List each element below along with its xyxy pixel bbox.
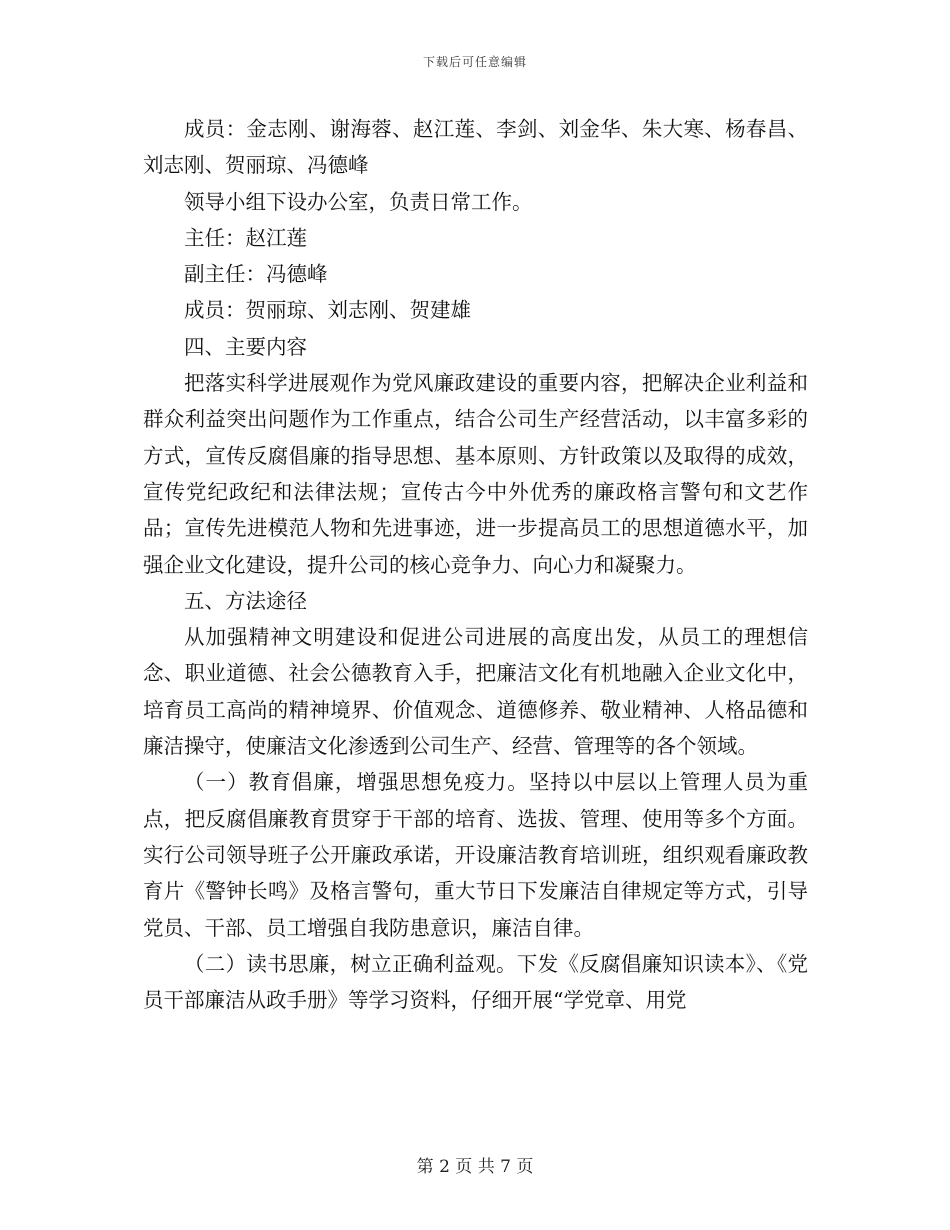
paragraph-main-content: 把落实科学进展观作为党风廉政建设的重要内容，把解决企业利益和群众利益突出问题作为工作重点，结合公司生产经营活动，以丰富多彩的方式，宣传反腐倡廉的指导思想、基本原则、方针政策以及取得的成效，宣传党纪政纪和法律法规；宣传古今中外优秀的廉政格言警句和文艺作品；宣传先进模范人物和先进事迹，进一步提高员工的思想道德水平，加强企业文化建设，提升公司的核心竞争力、向心力和凝聚力。	[143, 371, 808, 577]
document-body	[143, 111, 808, 1018]
page-header-note: 下载后可任意编辑	[422, 55, 527, 69]
section-heading-methods: 五、方法途径	[184, 588, 307, 613]
paragraph-director: 主任：赵江莲	[184, 225, 307, 250]
page-number-footer: 第 2 页 共 7 页	[416, 1157, 534, 1177]
paragraph-methods: 从加强精神文明建设和促进公司进展的高度出发，从员工的理想信念、职业道德、社会公德教育入手，把廉洁文化有机地融入企业文化中，培育员工高尚的精神境界、价值观念、道德修养、敬业精神、人格品德和廉洁操守，使廉洁文化渗透到公司生产、经营、管理等的各个领域。	[143, 625, 808, 759]
paragraph-office: 领导小组下设办公室，负责日常工作。	[184, 189, 533, 214]
paragraph-reading: （二）读书思廉，树立正确利益观。下发《反腐倡廉知识读本》、《党员干部廉洁从政手册》等学习资料，仔细开展“学党章、用党	[143, 951, 808, 1013]
paragraph-education: （一）教育倡廉，增强思想免疫力。坚持以中层以上管理人员为重点，把反腐倡廉教育贯穿于干部的培育、选拔、管理、使用等多个方面。实行公司领导班子公开廉政承诺，开设廉洁教育培训班，组织观看廉政教育片《警钟长鸣》及格言警句，重大节日下发廉洁自律规定等方式，引导党员、干部、员工增强自我防患意识，廉洁自律。	[143, 770, 808, 940]
paragraph-office-members: 成员：贺丽琼、刘志刚、贺建雄	[184, 298, 471, 323]
paragraph-deputy-director: 副主任：冯德峰	[184, 262, 328, 287]
section-heading-main-content: 四、主要内容	[184, 334, 307, 359]
paragraph-members: 成员：金志刚、谢海蓉、赵江莲、李剑、刘金华、朱大寒、杨春昌、刘志刚、贺丽琼、冯德峰	[143, 117, 808, 178]
